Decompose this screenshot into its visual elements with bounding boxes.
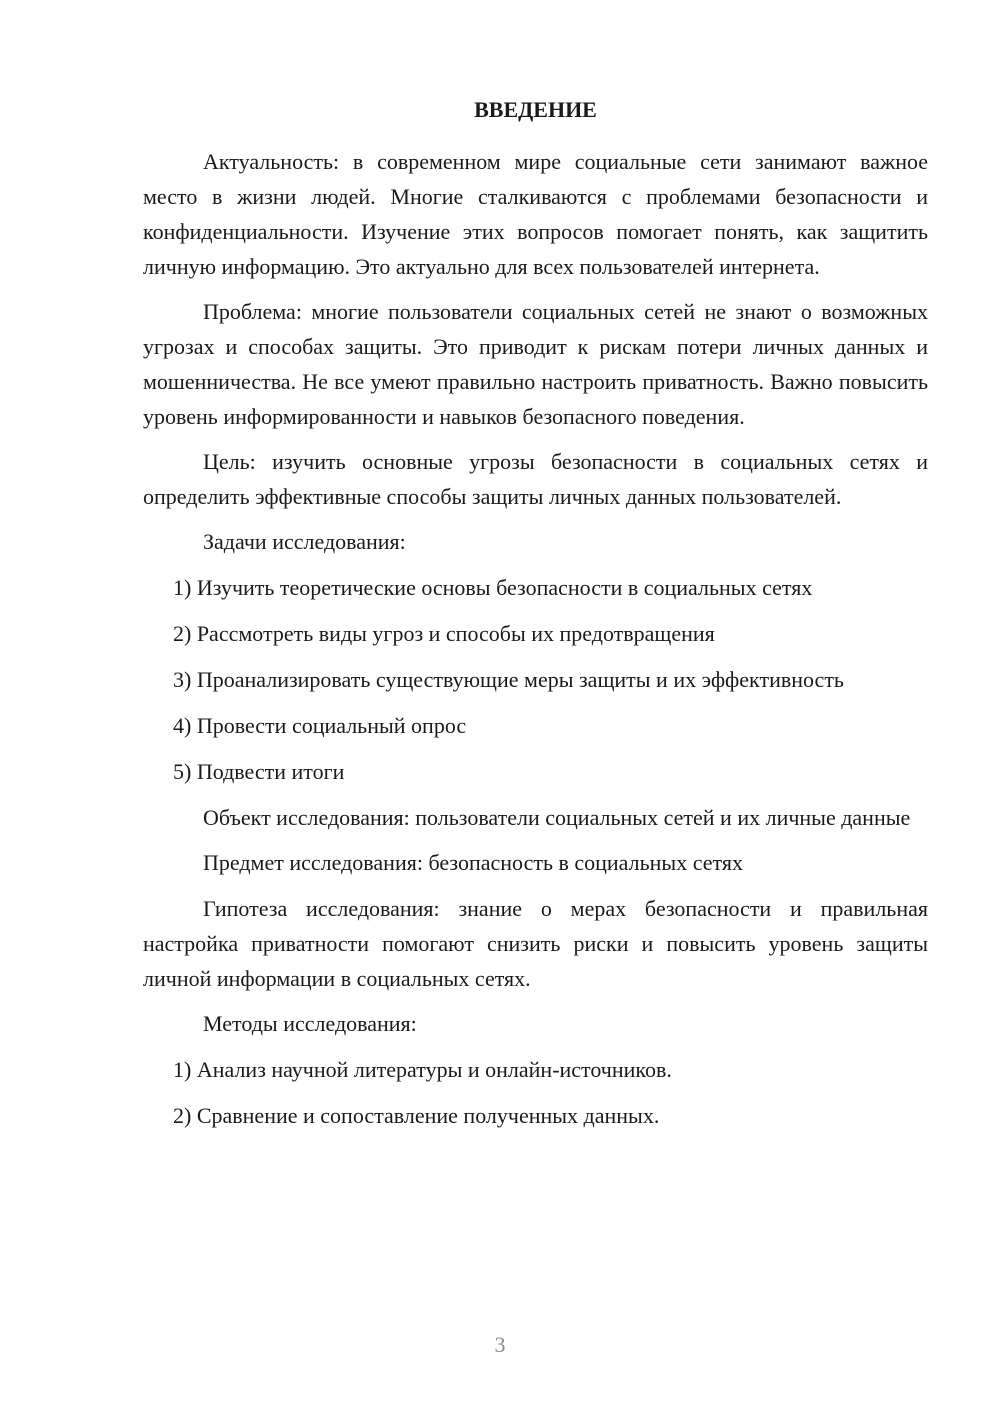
- object-paragraph: Объект исследования: пользователи социальных сетей и их личные данные: [203, 805, 911, 830]
- tasks-heading: Задачи исследования:: [203, 529, 406, 554]
- task-item: 3) Проанализировать существующие меры защиты и их эффективность: [173, 667, 844, 692]
- problem-paragraph: Проблема: многие пользователи социальных сетей не знают о возможных угрозах и способах защиты. Это приводит к рискам потери личных данных и мошенничества. Не все умеют правильно настроить приватность. Важно повысить уровень информированности и навыков безопасного поведения.: [143, 299, 928, 429]
- document-page: [143, 92, 928, 1144]
- task-item: 4) Провести социальный опрос: [173, 713, 467, 738]
- method-item: 1) Анализ научной литературы и онлайн-источников.: [173, 1057, 672, 1082]
- section-title: ВВЕДЕНИЕ: [474, 97, 597, 122]
- task-item: 2) Рассмотреть виды угроз и способы их предотвращения: [173, 621, 715, 646]
- task-item: 5) Подвести итоги: [173, 759, 345, 784]
- page-number: 3: [494, 1332, 506, 1357]
- task-item: 1) Изучить теоретические основы безопасности в социальных сетях: [173, 575, 813, 600]
- methods-heading: Методы исследования:: [203, 1011, 417, 1036]
- hypothesis-paragraph: Гипотеза исследования: знание о мерах безопасности и правильная настройка приватности помогают снизить риски и повысить уровень защиты личной информации в социальных сетях.: [143, 896, 928, 991]
- method-item: 2) Сравнение и сопоставление полученных данных.: [173, 1103, 660, 1128]
- subject-paragraph: Предмет исследования: безопасность в социальных сетях: [203, 850, 743, 875]
- goal-paragraph: Цель: изучить основные угрозы безопасности в социальных сетях и определить эффективные способы защиты личных данных пользователей.: [143, 449, 928, 509]
- relevance-paragraph: Актуальность: в современном мире социальные сети занимают важное место в жизни людей. Многие сталкиваются с проблемами безопасности и конфиденциальности. Изучение этих вопросов помогает понять, как защитить личную информацию. Это актуально для всех пользователей интернета.: [143, 149, 928, 279]
